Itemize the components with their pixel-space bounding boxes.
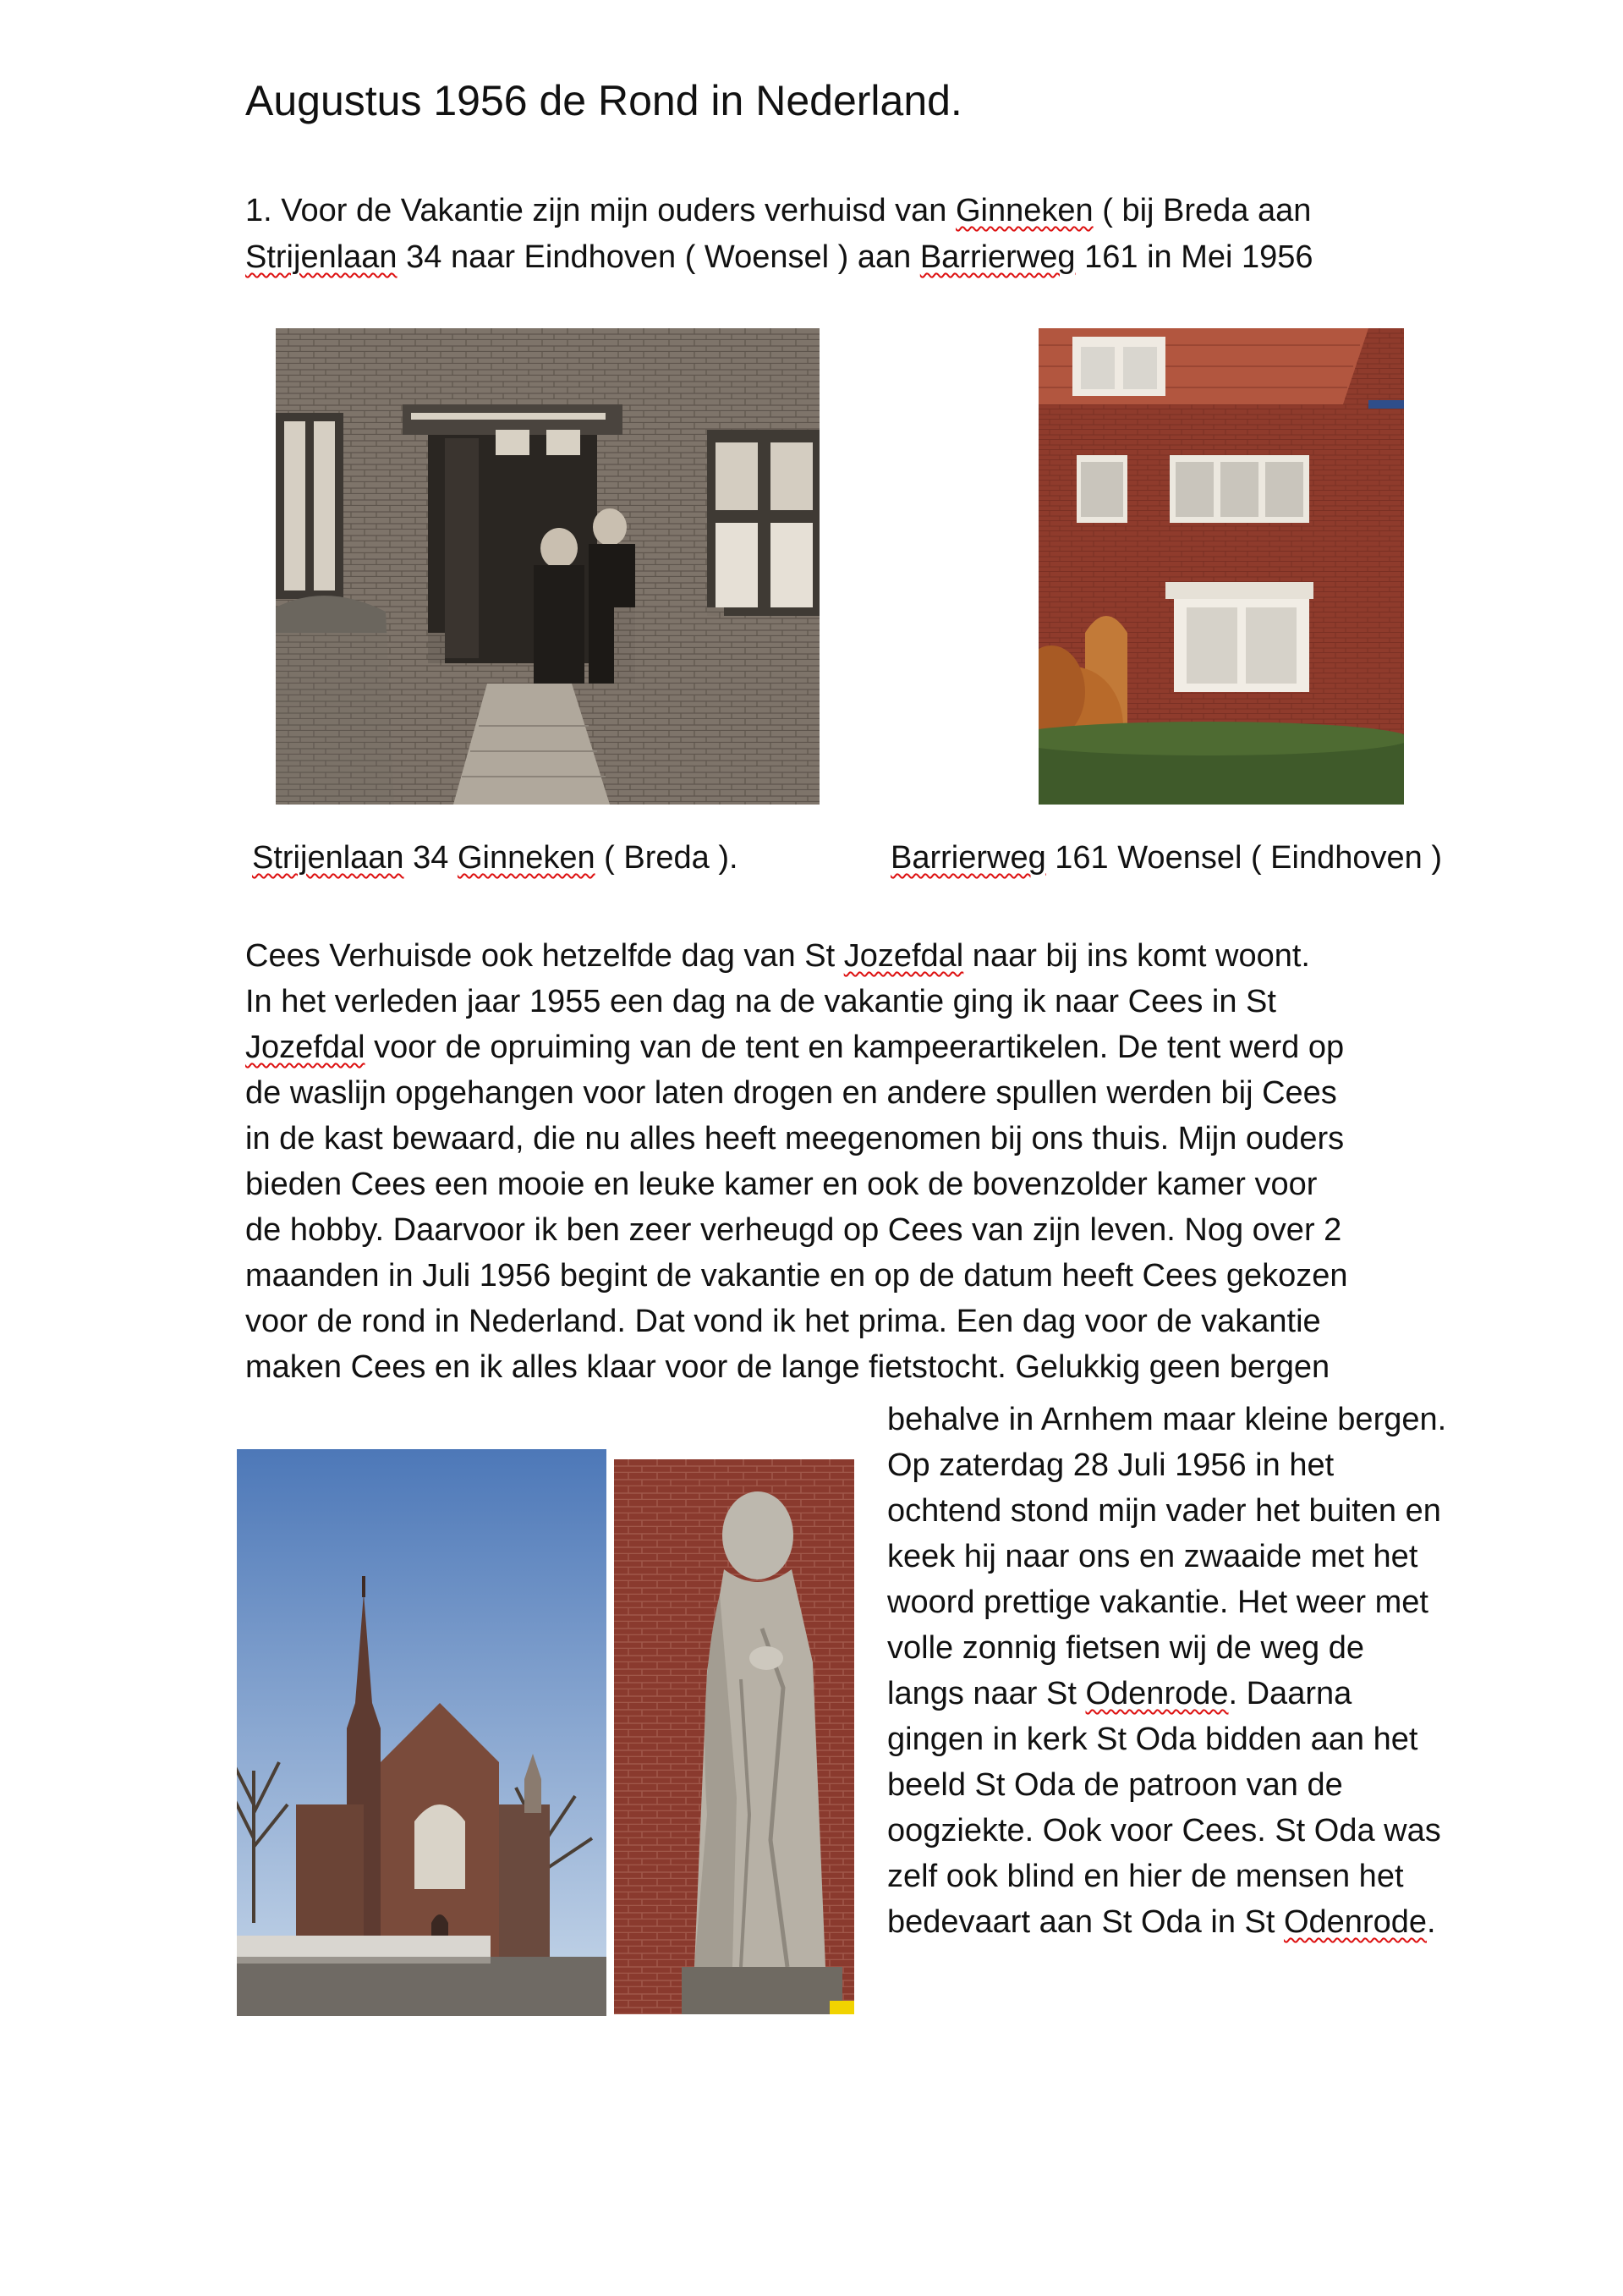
intro-text: 161 in Mei 1956	[1075, 239, 1313, 275]
side-line: beeld St Oda de patroon van de	[887, 1767, 1343, 1803]
side-line: Op zaterdag 28 Juli 1956 in het	[887, 1447, 1335, 1483]
caption-text: 34	[403, 840, 458, 876]
side-line: behalve in Arnhem maar kleine bergen.	[887, 1402, 1447, 1437]
intro-text: ( bij Breda aan	[1093, 193, 1312, 228]
body-line: bieden Cees een mooie en leuke kamer en ook de bovenzolder kamer voor	[245, 1167, 1318, 1202]
photo-barrierweg-house	[1039, 328, 1404, 805]
photo-statue-st-oda	[614, 1459, 854, 2014]
intro-text: 34 naar Eindhoven ( Woensel ) aan	[397, 239, 920, 275]
misspelled-word: Odenrode	[1283, 1904, 1427, 1940]
misspelled-word: Ginneken	[956, 193, 1094, 228]
side-line	[887, 1899, 1436, 1945]
side-line: woord prettige vakantie. Het weer met	[887, 1585, 1428, 1620]
body-line: de waslijn opgehangen voor laten drogen en andere spullen werden bij Cees	[245, 1075, 1337, 1111]
body-line: maanden in Juli 1956 begint de vakantie en op de datum heeft Cees gekozen	[245, 1258, 1348, 1294]
side-line: volle zonnig fietsen wij de weg de	[887, 1630, 1365, 1666]
body-line: maken Cees en ik alles klaar voor de lange fietstocht. Gelukkig geen bergen	[245, 1349, 1330, 1385]
side-text: . Daarna	[1228, 1676, 1352, 1711]
misspelled-word: Barrierweg	[919, 239, 1076, 275]
side-line: gingen in kerk St Oda bidden aan het	[887, 1722, 1418, 1757]
body-line: in de kast bewaard, die nu alles heeft meegenomen bij ons thuis. Mijn ouders	[245, 1121, 1345, 1156]
body-line	[245, 933, 1310, 979]
photo-church-st-oda	[237, 1449, 606, 2016]
side-line	[887, 1671, 1352, 1717]
misspelled-word: Odenrode	[1085, 1676, 1229, 1711]
misspelled-word: Ginneken	[457, 840, 595, 876]
caption-strijenlaan	[252, 840, 738, 876]
photo-strijenlaan-house	[276, 328, 820, 805]
caption-text: ( Breda ).	[595, 840, 738, 876]
caption-text: 161 Woensel ( Eindhoven )	[1045, 840, 1442, 876]
intro-line-1	[245, 188, 1311, 233]
side-line: ochtend stond mijn vader het buiten en	[887, 1493, 1441, 1529]
body-line	[245, 1024, 1344, 1070]
side-line: oogziekte. Ook voor Cees. St Oda was	[887, 1813, 1441, 1848]
body-text: Cees Verhuisde ook hetzelfde dag van St	[245, 938, 844, 974]
misspelled-word: Jozefdal	[843, 938, 964, 974]
misspelled-word: Strijenlaan	[252, 840, 404, 876]
body-line: voor de rond in Nederland. Dat vond ik het prima. Een dag voor de vakantie	[245, 1304, 1321, 1339]
side-line: zelf ook blind en hier de mensen het	[887, 1859, 1404, 1894]
body-line: In het verleden jaar 1955 een dag na de vakantie ging ik naar Cees in St	[245, 984, 1276, 1019]
intro-line-2	[245, 234, 1313, 280]
side-line: keek hij naar ons en zwaaide met het	[887, 1539, 1418, 1574]
misspelled-word: Strijenlaan	[245, 239, 398, 275]
side-text: langs naar St	[887, 1676, 1086, 1711]
side-text: bedevaart aan St Oda in St	[887, 1904, 1284, 1940]
intro-text: 1. Voor de Vakantie zijn mijn ouders verhuisd van	[245, 193, 956, 228]
caption-barrierweg	[891, 840, 1442, 876]
body-text: naar bij ins komt woont.	[963, 938, 1310, 974]
side-text: .	[1427, 1904, 1436, 1940]
misspelled-word: Jozefdal	[245, 1030, 365, 1065]
body-line: de hobby. Daarvoor ik ben zeer verheugd op Cees van zijn leven. Nog over 2	[245, 1212, 1342, 1248]
misspelled-word: Barrierweg	[891, 840, 1046, 876]
body-text: voor de opruiming van de tent en kampeerartikelen. De tent werd op	[365, 1030, 1345, 1065]
page-title: Augustus 1956 de Rond in Nederland.	[245, 77, 962, 124]
